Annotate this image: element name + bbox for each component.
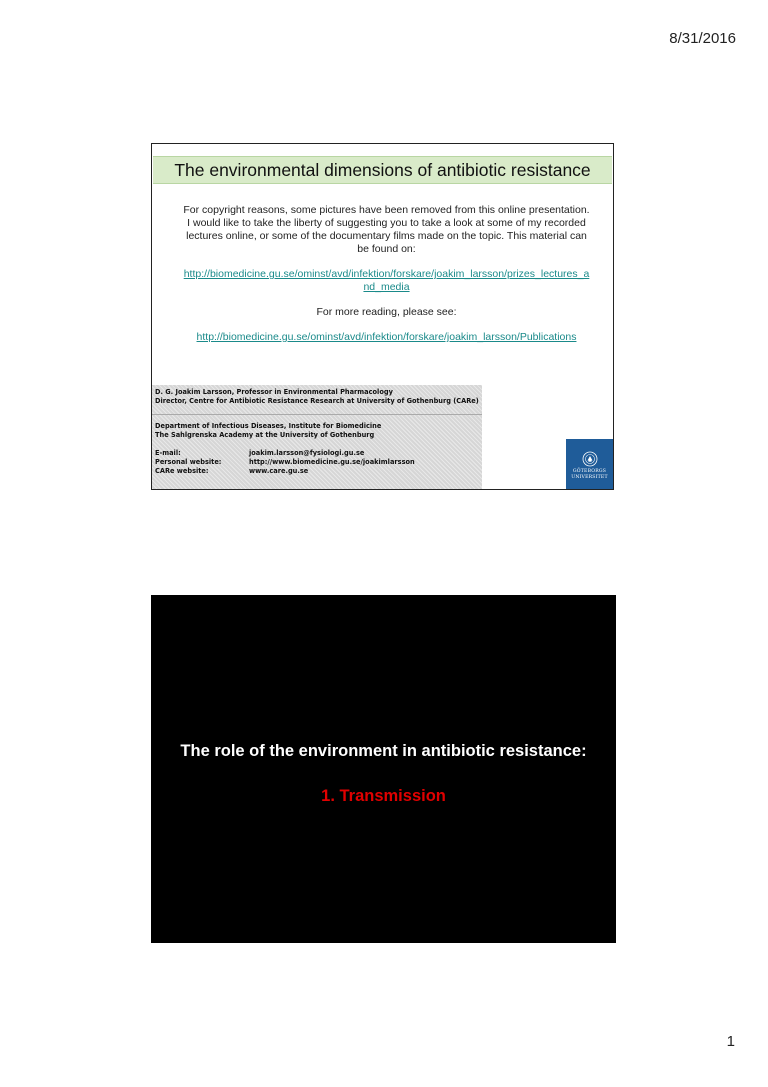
page-number: 1	[726, 1033, 735, 1050]
contact-personal-website[interactable]: http://www.biomedicine.gu.se/joakimlarsson	[249, 458, 415, 466]
academy-line: The Sahlgrenska Academy at the University of Gothenburg	[155, 431, 375, 439]
contact-label: Personal website:	[155, 458, 222, 466]
logo-line-1: GÖTEBORGS	[572, 469, 607, 474]
department-line: Department of Infectious Diseases, Institute for Biomedicine	[155, 422, 382, 430]
slide-title: The environmental dimensions of antibiotic resistance	[153, 156, 612, 184]
slide-2	[151, 595, 616, 943]
page-date: 8/31/2016	[669, 30, 736, 47]
contact-label: E-mail:	[155, 449, 181, 457]
media-link[interactable]: http://biomedicine.gu.se/ominst/avd/infektion/forskare/joakim_larsson/prizes_lectures_and_media	[183, 268, 590, 293]
contact-list	[155, 449, 479, 476]
author-info-box	[152, 385, 482, 489]
publications-link[interactable]: http://biomedicine.gu.se/ominst/avd/infektion/forskare/joakim_larsson/Publications	[196, 331, 577, 343]
author-role-line: Director, Centre for Antibiotic Resistance Research at University of Gothenburg (CARe)	[155, 397, 479, 405]
slide-2-subtitle: 1. Transmission	[321, 787, 446, 805]
seal-icon	[582, 451, 598, 467]
contact-row	[155, 458, 479, 467]
slide-1	[151, 143, 614, 490]
contact-row	[155, 467, 479, 476]
info-divider	[152, 414, 482, 415]
slide-2-title: The role of the environment in antibiotic resistance:	[180, 742, 587, 760]
contact-care-website[interactable]: www.care.gu.se	[249, 467, 309, 475]
author-name-line: D. G. Joakim Larsson, Professor in Environmental Pharmacology	[155, 388, 393, 396]
slide-body	[182, 204, 591, 356]
university-logo	[566, 439, 613, 489]
reading-prompt: For more reading, please see:	[316, 306, 457, 318]
contact-row	[155, 449, 479, 458]
copyright-notice: For copyright reasons, some pictures have been removed from this online presentation. I would like to take the liberty of suggesting you to take a look at some of my recorded lectures online, or some of the documentary films made on the topic. This material can be found on:	[183, 204, 590, 255]
contact-label: CARe website:	[155, 467, 209, 475]
logo-line-2: UNIVERSITET	[571, 474, 608, 480]
contact-email[interactable]: joakim.larsson@fysiologi.gu.se	[249, 449, 365, 457]
